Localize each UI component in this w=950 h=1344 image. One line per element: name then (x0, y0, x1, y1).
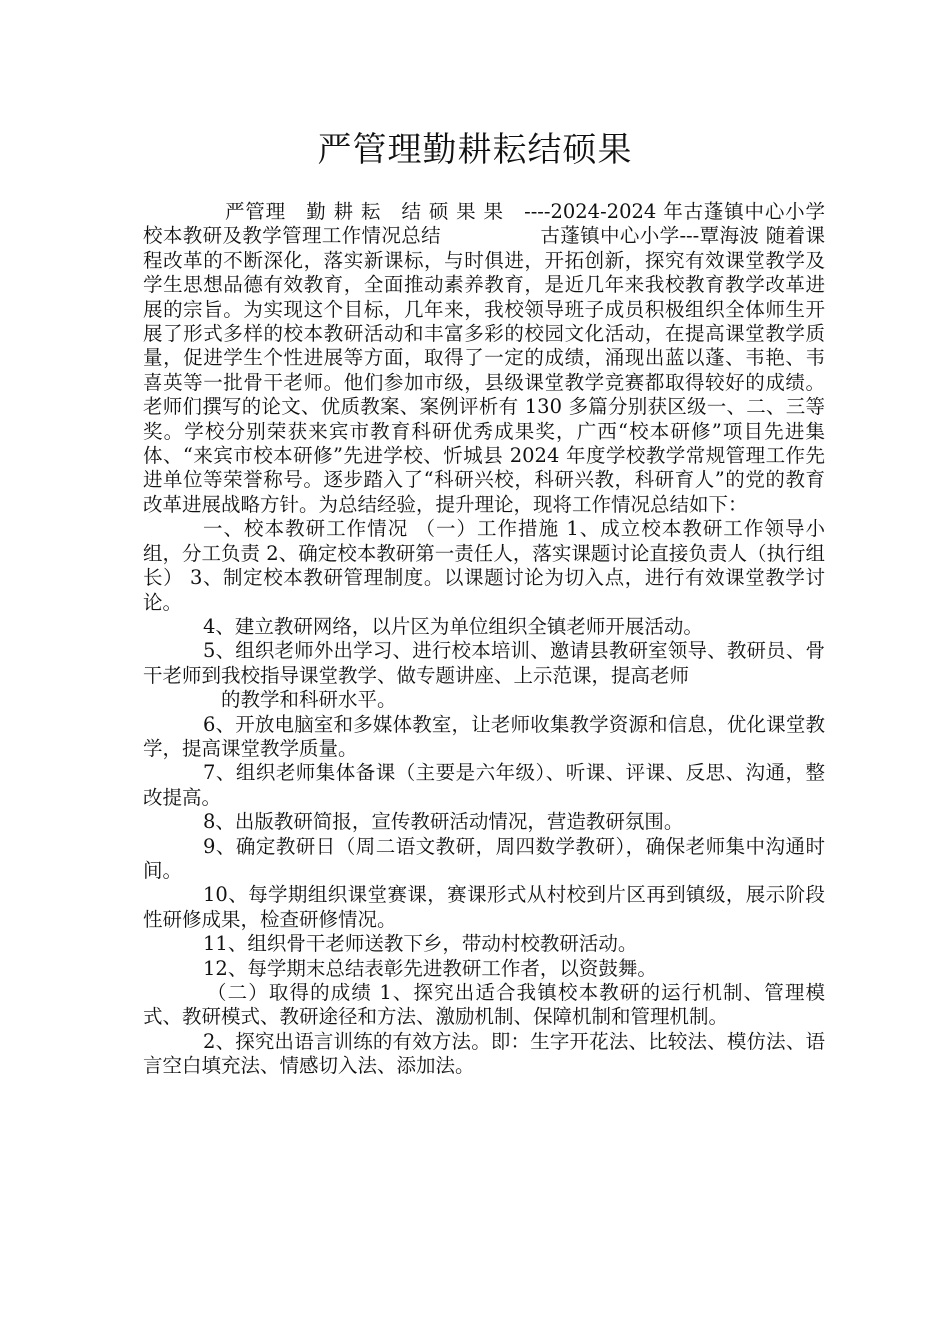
measure-item-8: 8、出版教研简报，宣传教研活动情况，营造教研氛围。 (203, 810, 684, 834)
achievements-section: （二）取得的成绩 1、探究出适合我镇校本教研的运行机制、管理模式、教研模式、教研途径和方法、激励机制、保障机制和管理机制。 (143, 981, 825, 1029)
document-body (143, 200, 825, 1079)
measure-item-11: 11、组织骨干老师送教下乡，带动村校教研活动。 (203, 932, 638, 956)
achievement-item-2: 2、探究出语言训练的有效方法。即：生字开花法、比较法、模仿法、语言空白填充法、情感切入法、添加法。 (143, 1029, 825, 1078)
intro-paragraph: 严管理 勤 耕 耘 结 硕 果 果 ----2024-2024 年古蓬镇中心小学 校本教研及教学管理工作情况总结 古蓬镇中心小学---覃海波 随着课程改革的不断深化，落实新课标，与时俱进，开拓创新，探究有效课堂教学及学生思想品德有效教育，全面推动素养教育，是近几年来我校教育教学改革进展的宗旨。为实现这个目标，几年来，我校领导班子成员积极组织全体师生开展了形式多样的校本教研活动和丰富多彩的校园文化活动，在提高课堂教学质量，促进学生个性进展等方面，取得了一定的成绩，涌现出蓝以蓬、韦艳、韦喜英等一批骨干老师。他们参加市级，县级课堂教学竞赛都取得较好的成绩。老师们撰写的论文、优质教案、案例评析有 130 多篇分别获区级一、二、三等奖。学校分别荣获来宾市教育科研优秀成果奖，广西“校本研修”项目先进集体、“来宾市校本研修”先进学校、忻城县 2024 年度学校教学常规管理工作先进单位等荣誉称号。逐步踏入了“科研兴校，科研兴教，科研育人”的党的教育改革进展战略方针。为总结经验，提升理论，现将工作情况总结如下： (143, 200, 825, 516)
measure-item-9: 9、确定教研日（周二语文教研，周四数学教研），确保老师集中沟通时间。 (143, 834, 825, 882)
section-one-measures: 一、校本教研工作情况 （一）工作措施 1、成立校本教研工作领导小组，分工负责 2、确定校本教研第一责任人，落实课题讨论直接负责人（执行组长） 3、制定校本教研管理制度。以课题讨论为切入点，进行有效课堂教学讨论。 (143, 517, 825, 614)
measure-item-5: 5、组织老师外出学习、进行校本培训、邀请县教研室领导、教研员、骨干老师到我校指导课堂教学、做专题讲座、上示范课，提高老师 (143, 639, 825, 687)
measure-item-10: 10、每学期组织课堂赛课，赛课形式从村校到片区再到镇级，展示阶段性研修成果，检查研修情况。 (143, 883, 825, 931)
measure-item-6: 6、开放电脑室和多媒体教室，让老师收集教学资源和信息，优化课堂教学，提高课堂教学质量。 (143, 712, 825, 760)
measure-item-7: 7、组织老师集体备课（主要是六年级）、听课、评课、反思、沟通，整改提高。 (143, 761, 825, 809)
document-title: 严管理勤耕耘结硕果 (317, 130, 633, 170)
measure-item-5-continued: 的教学和科研水平。 (221, 688, 397, 712)
measure-item-4: 4、建立教研网络，以片区为单位组织全镇老师开展活动。 (203, 614, 703, 638)
measure-item-12: 12、每学期末总结表彰先进教研工作者，以资鼓舞。 (203, 956, 657, 980)
